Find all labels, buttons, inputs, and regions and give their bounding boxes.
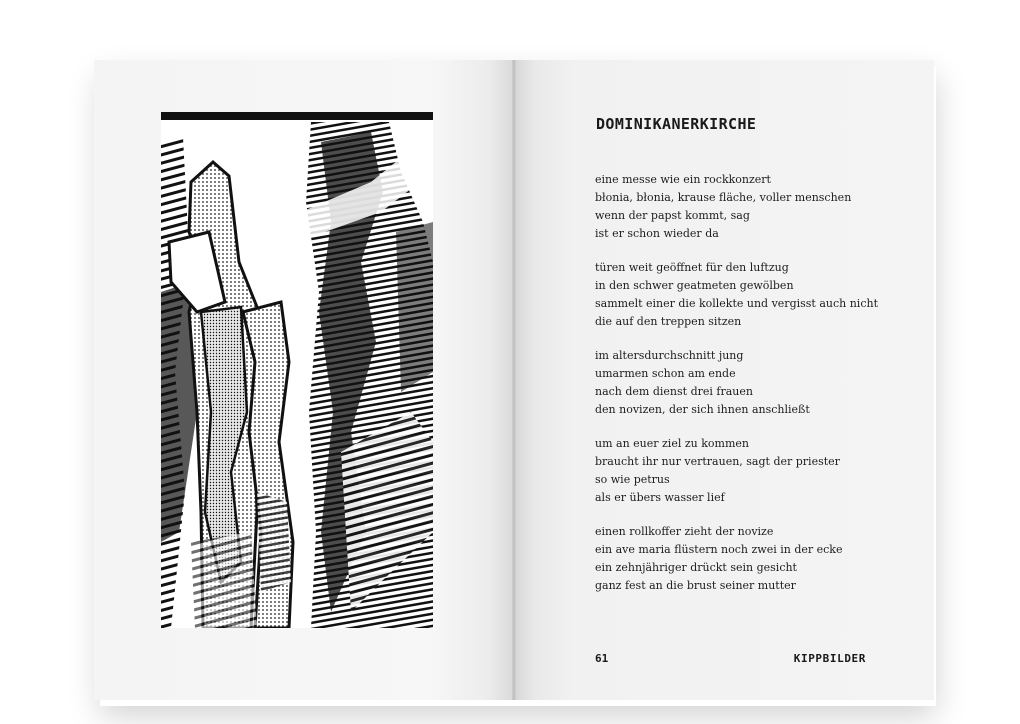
book-spine xyxy=(512,60,516,700)
poem-line: nach dem dienst drei frauen xyxy=(595,385,753,398)
poem-line: um an euer ziel zu kommen xyxy=(595,437,749,450)
poem-line: die auf den treppen sitzen xyxy=(595,315,742,328)
poem-line: eine messe wie ein rockkonzert xyxy=(595,173,771,186)
poem-line: wenn der papst kommt, sag xyxy=(595,209,750,222)
poem-line: den novizen, der sich ihnen anschließt xyxy=(595,403,810,416)
poem-line: sammelt einer die kollekte und vergisst auch nicht xyxy=(595,297,878,310)
poem-line: so wie petrus xyxy=(595,473,670,486)
right-page xyxy=(514,60,934,700)
poem-line: im altersdurchschnitt jung xyxy=(595,349,744,362)
poem-line: ein ave maria flüstern noch zwei in der ecke xyxy=(595,543,843,556)
poem-line: błonia, błonia, krause fläche, voller menschen xyxy=(595,191,852,204)
stanza xyxy=(595,347,915,419)
artwork-top-bar xyxy=(161,112,433,120)
poem-body xyxy=(595,171,915,611)
poem-line: in den schwer geatmeten gewölben xyxy=(595,279,794,292)
poem-line: braucht ihr nur vertrauen, sagt der priester xyxy=(595,455,840,468)
left-page xyxy=(94,60,514,700)
page-number: 61 xyxy=(595,652,609,665)
stanza xyxy=(595,435,915,507)
poem-line: türen weit geöffnet für den luftzug xyxy=(595,261,789,274)
poem-line: einen rollkoffer zieht der novize xyxy=(595,525,774,538)
stanza xyxy=(595,171,915,243)
stanza xyxy=(595,523,915,595)
book-title: KIPPBILDER xyxy=(793,652,866,665)
poem-line: ganz fest an die brust seiner mutter xyxy=(595,579,796,592)
stanza xyxy=(595,259,915,331)
ink-artwork xyxy=(161,112,433,628)
poem-line: als er übers wasser lief xyxy=(595,491,725,504)
poem-line: ein zehnjähriger drückt sein gesicht xyxy=(595,561,797,574)
poem-title: DOMINIKANERKIRCHE xyxy=(596,115,757,133)
poem-line: ist er schon wieder da xyxy=(595,227,719,240)
poem-line: umarmen schon am ende xyxy=(595,367,736,380)
